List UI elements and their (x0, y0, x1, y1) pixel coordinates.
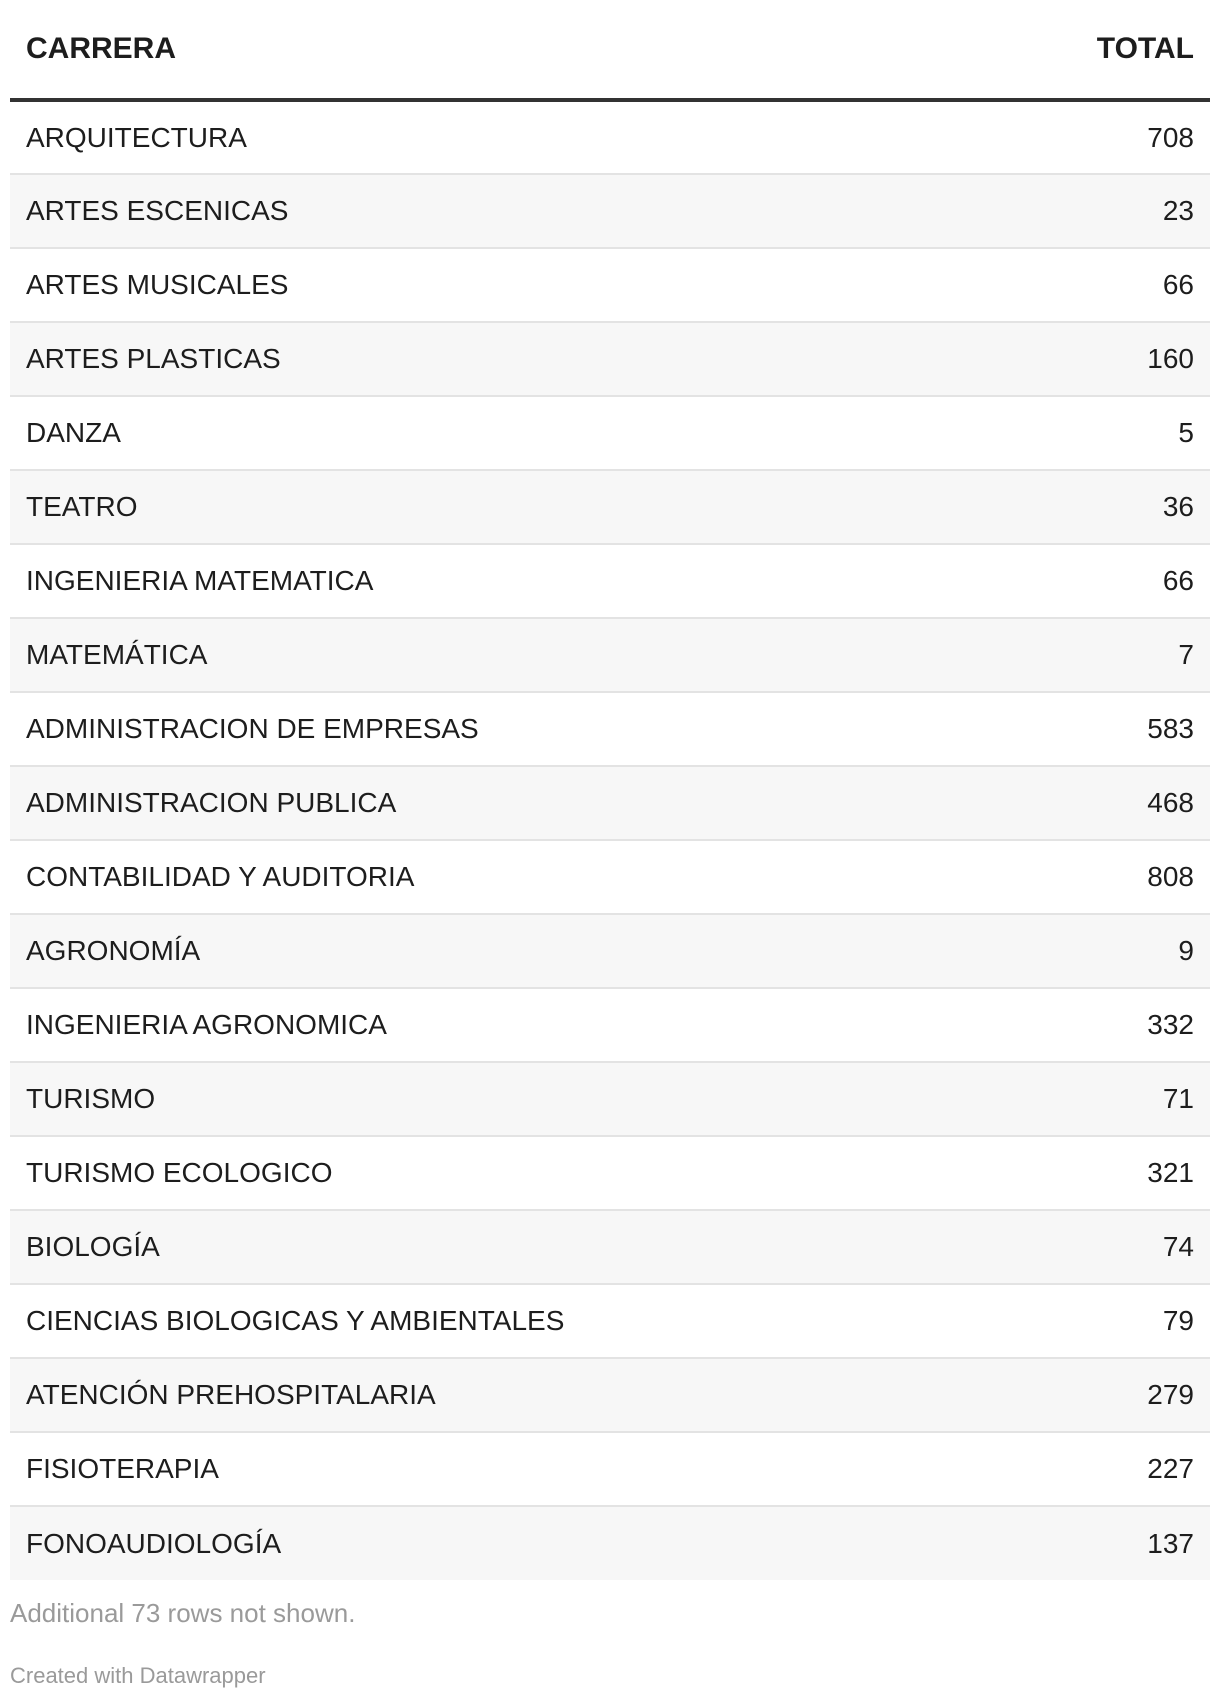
column-header-total[interactable]: TOTAL (910, 0, 1210, 100)
table-row (10, 322, 1210, 396)
table-row (10, 1432, 1210, 1506)
cell-total: 332 (910, 988, 1210, 1062)
cell-total: 321 (910, 1136, 1210, 1210)
table-row (10, 1062, 1210, 1136)
cell-carrera: BIOLOGÍA (10, 1210, 910, 1284)
cell-total: 74 (910, 1210, 1210, 1284)
table-row (10, 914, 1210, 988)
table-row (10, 1358, 1210, 1432)
cell-total: 279 (910, 1358, 1210, 1432)
cell-carrera: TEATRO (10, 470, 910, 544)
cell-total: 227 (910, 1432, 1210, 1506)
header-row (10, 0, 1210, 100)
table-row (10, 1136, 1210, 1210)
cell-total: 468 (910, 766, 1210, 840)
cell-total: 137 (910, 1506, 1210, 1580)
table-row (10, 1284, 1210, 1358)
table-row (10, 174, 1210, 248)
cell-carrera: AGRONOMÍA (10, 914, 910, 988)
table-header (10, 0, 1210, 100)
cell-carrera: CIENCIAS BIOLOGICAS Y AMBIENTALES (10, 1284, 910, 1358)
cell-carrera: ARTES ESCENICAS (10, 174, 910, 248)
datawrapper-credit: Created with Datawrapper (10, 1663, 266, 1688)
cell-carrera: ATENCIÓN PREHOSPITALARIA (10, 1358, 910, 1432)
cell-carrera: INGENIERIA AGRONOMICA (10, 988, 910, 1062)
cell-total: 708 (910, 100, 1210, 174)
cell-carrera: INGENIERIA MATEMATICA (10, 544, 910, 618)
table-row (10, 396, 1210, 470)
table-row (10, 766, 1210, 840)
table-row (10, 618, 1210, 692)
cell-carrera: CONTABILIDAD Y AUDITORIA (10, 840, 910, 914)
cell-total: 5 (910, 396, 1210, 470)
cell-total: 79 (910, 1284, 1210, 1358)
cell-carrera: MATEMÁTICA (10, 618, 910, 692)
column-header-carrera[interactable]: CARRERA (10, 0, 910, 100)
rows-not-shown-note: Additional 73 rows not shown. (10, 1598, 356, 1628)
table-row (10, 100, 1210, 174)
table-body (10, 100, 1210, 1580)
cell-carrera: ADMINISTRACION PUBLICA (10, 766, 910, 840)
cell-carrera: ARTES PLASTICAS (10, 322, 910, 396)
cell-carrera: ARQUITECTURA (10, 100, 910, 174)
cell-carrera: TURISMO (10, 1062, 910, 1136)
table-row (10, 470, 1210, 544)
cell-total: 583 (910, 692, 1210, 766)
cell-total: 7 (910, 618, 1210, 692)
datawrapper-table-container (10, 0, 1210, 1689)
cell-carrera: DANZA (10, 396, 910, 470)
cell-total: 808 (910, 840, 1210, 914)
table-row (10, 544, 1210, 618)
data-table (10, 0, 1210, 1580)
table-row (10, 1506, 1210, 1580)
cell-carrera: FONOAUDIOLOGÍA (10, 1506, 910, 1580)
cell-carrera: FISIOTERAPIA (10, 1432, 910, 1506)
table-row (10, 988, 1210, 1062)
cell-carrera: ADMINISTRACION DE EMPRESAS (10, 692, 910, 766)
cell-total: 9 (910, 914, 1210, 988)
cell-total: 23 (910, 174, 1210, 248)
table-row (10, 248, 1210, 322)
table-row (10, 1210, 1210, 1284)
table-row (10, 692, 1210, 766)
cell-total: 66 (910, 544, 1210, 618)
table-row (10, 840, 1210, 914)
cell-carrera: TURISMO ECOLOGICO (10, 1136, 910, 1210)
cell-total: 66 (910, 248, 1210, 322)
cell-total: 71 (910, 1062, 1210, 1136)
cell-total: 160 (910, 322, 1210, 396)
cell-carrera: ARTES MUSICALES (10, 248, 910, 322)
cell-total: 36 (910, 470, 1210, 544)
